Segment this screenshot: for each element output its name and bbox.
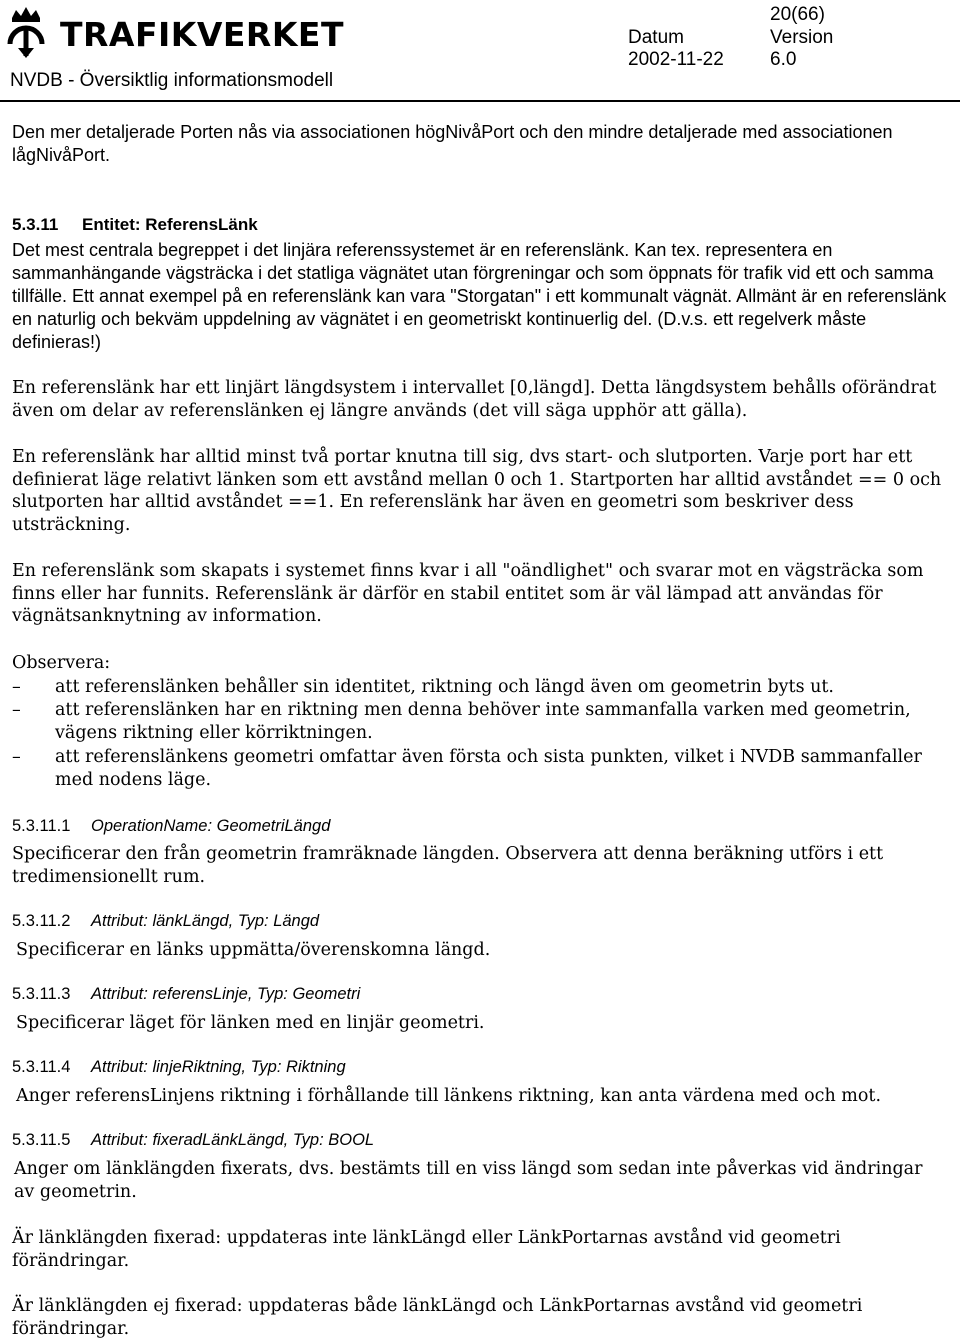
subsection-title: OperationName: GeometriLängd — [91, 817, 331, 835]
date-label: Datum — [628, 27, 684, 48]
section-heading — [12, 215, 258, 235]
subsection-number: 5.3.11.5 — [12, 1131, 71, 1149]
version-label: Version — [770, 27, 834, 48]
subsection-title: Attribut: länkLängd, Typ: Längd — [91, 912, 320, 930]
section-paragraph-4: En referenslänk som skapats i systemet finns kvar i all "oändlighet" och svarar mot en vägsträcka som finns eller har funnits. Referenslänk är därför en stabil entitet som är väl lämpad att användas för vägnätsanknytning av information. — [12, 561, 924, 626]
subsection-number: 5.3.11.1 — [12, 817, 71, 835]
subsection-heading — [12, 817, 330, 836]
crown-logo-icon — [4, 4, 48, 60]
bullet-marker: – — [12, 677, 21, 697]
section-paragraph-3: En referenslänk har alltid minst två portar knutna till sig, dvs start- och slutporten. Varje port har ett definierat läge relativt länken som ett avstånd mellan 0 och 1. Startporten har alltid avståndet == 0 och slutporten har alltid avståndet ==1. En referenslänk har även en geometri som beskriver dess utsträckning. — [12, 447, 942, 535]
closing-paragraph-2: Är länklängden ej fixerad: uppdateras både länkLängd och LänkPortarnas avstånd vid geometri förändringar. — [12, 1296, 863, 1339]
version-value: 6.0 — [770, 49, 797, 70]
section-paragraph-1 — [12, 239, 952, 354]
para1-line1: Det mest centrala begreppet i det linjära referenssystemet är en referenslänk. Kan tex. representera en — [12, 240, 833, 260]
intro-paragraph: Den mer detaljerade Porten nås via associationen högNivåPort och den mindre detaljerade med associationen lågNivåPort. — [12, 122, 893, 165]
closing-paragraph-1: Är länklängden fixerad: uppdateras inte länkLängd eller LänkPortarnas avstånd vid geometri förändringar. — [12, 1228, 841, 1271]
subsection-number: 5.3.11.3 — [12, 985, 71, 1003]
subsection-heading — [12, 912, 319, 931]
observe-label: Observera: — [12, 653, 111, 673]
subsection-number: 5.3.11.4 — [12, 1058, 71, 1076]
subsection-title: Attribut: linjeRiktning, Typ: Riktning — [91, 1058, 346, 1076]
para1-rest: sammanhängande vägsträcka i det statliga vägnätet utan förgreningar och som öppnats för trafik vid ett och samma tillfälle. Ett annat exempel på en referenslänk kan vara "Storgatan" i ett kommunalt vägnät. Allmänt är en referenslänk en naturlig och bekväm uppdelning av vägnätet i en geometriskt kontinuerlig del. (D.v.s. ett regelverk måste definieras!) — [12, 263, 947, 352]
section-paragraph-2: En referenslänk har ett linjärt längdsystem i intervallet [0,längd]. Detta längdsystem behålls oförändrat även om delar av referenslänken ej längre används (det vill säga upphör att gälla). — [12, 378, 937, 421]
bullet-marker: – — [12, 700, 21, 720]
subsection-text: Specificerar läget för länken med en linjär geometri. — [16, 1013, 485, 1033]
subsection-title: Attribut: referensLinje, Typ: Geometri — [91, 985, 361, 1003]
page-number: 20(66) — [770, 4, 825, 25]
subsection-number: 5.3.11.2 — [12, 912, 71, 930]
subsection-text: Anger referensLinjens riktning i förhållande till länkens riktning, kan anta värdena med och mot. — [16, 1086, 882, 1106]
subsection-title: Attribut: fixeradLänkLängd, Typ: BOOL — [91, 1131, 375, 1149]
subsection-heading — [12, 1131, 374, 1150]
subsection-text: Anger om länklängden fixerats, dvs. bestämts till en viss längd som sedan inte påverkas vid ändringar av geometrin. — [14, 1159, 923, 1202]
subsection-heading — [12, 985, 360, 1004]
section-number: 5.3.11 — [12, 215, 59, 234]
bullet-item: att referenslänkens geometri omfattar även första och sista punkten, vilket i NVDB sammanfaller med nodens läge. — [55, 747, 922, 790]
date-value: 2002-11-22 — [628, 49, 724, 70]
bullet-item: att referenslänken behåller sin identitet, riktning och längd även om geometrin byts ut. — [55, 677, 834, 697]
header-divider — [0, 100, 960, 102]
subsection-text: Specificerar en länks uppmätta/överenskomna längd. — [16, 940, 491, 960]
subsection-text: Specificerar den från geometrin framräknade längden. Observera att denna beräkning utförs i ett tredimensionellt rum. — [12, 844, 884, 887]
bullet-item: att referenslänken har en riktning men denna behöver inte sammanfalla varken med geometrin, vägens riktning eller körriktningen. — [55, 700, 911, 743]
document-title: NVDB - Översiktlig informationsmodell — [10, 70, 334, 91]
bullet-marker: – — [12, 747, 21, 767]
section-title: Entitet: ReferensLänk — [82, 215, 258, 234]
brand-name: TRAFIKVERKET — [60, 15, 344, 54]
subsection-heading — [12, 1058, 346, 1077]
